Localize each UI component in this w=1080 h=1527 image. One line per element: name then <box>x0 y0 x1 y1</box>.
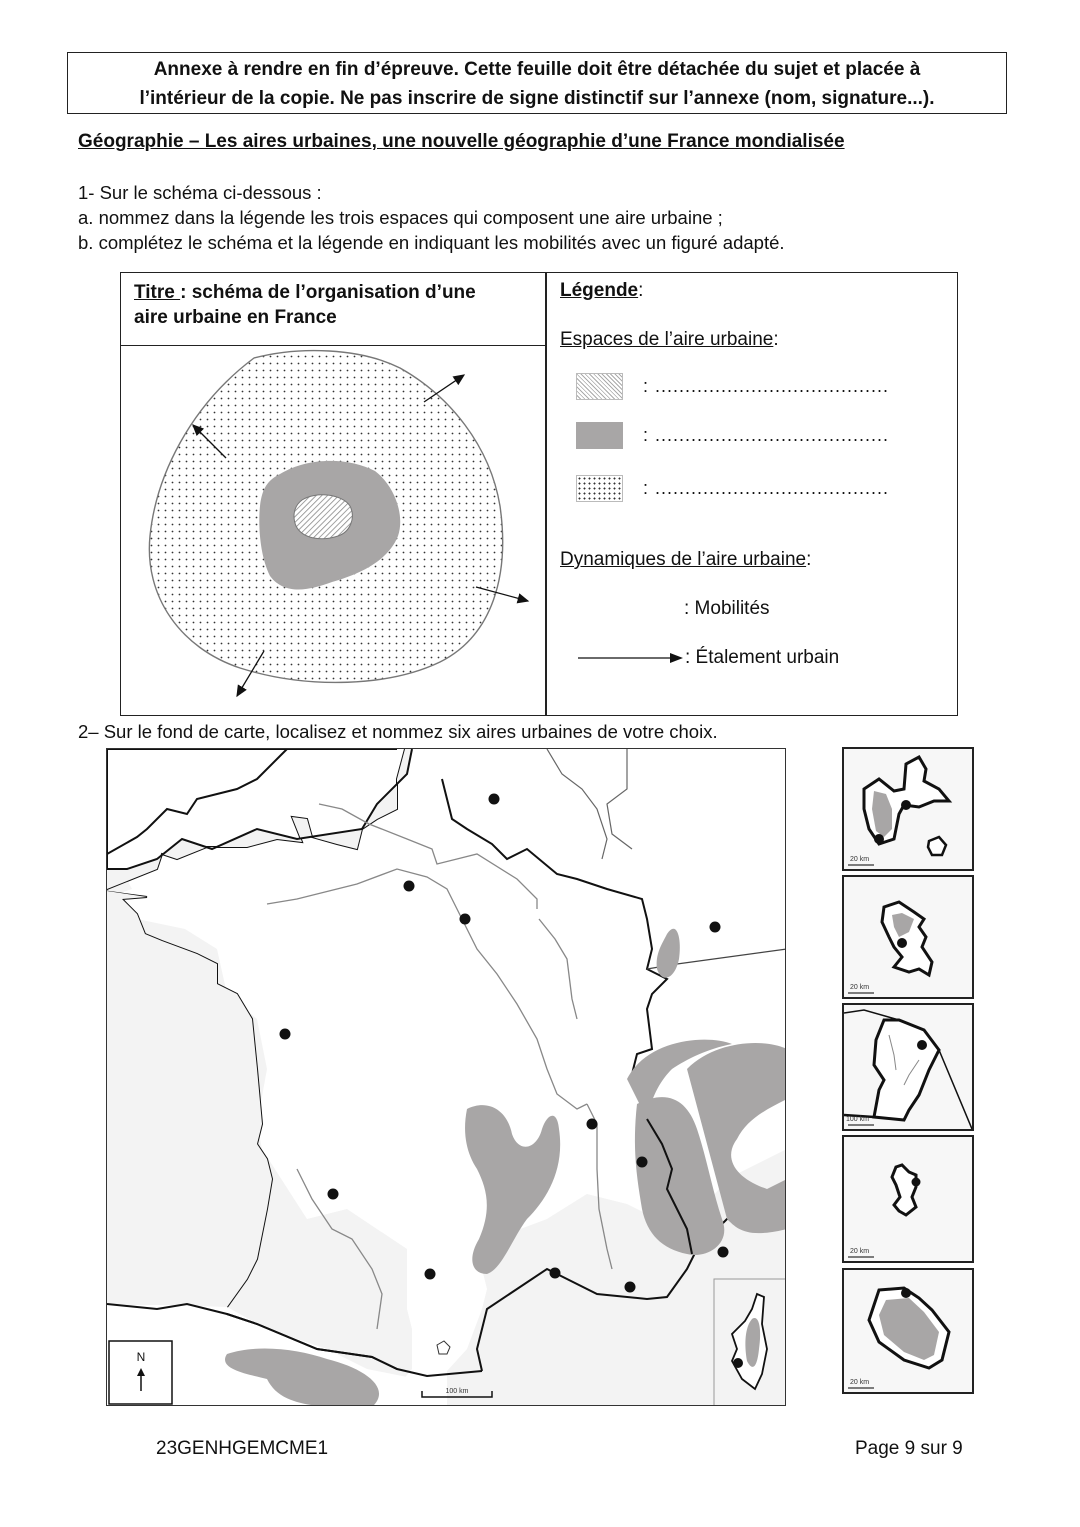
france-map-drawing[interactable] <box>107 749 786 1406</box>
legend-item-mobility[interactable] <box>684 598 770 620</box>
city-dot-montpellier <box>550 1268 561 1279</box>
title-label: Titre <box>134 282 181 303</box>
gray-swatch-icon <box>576 422 623 449</box>
question-1-b: b. complétez le schéma et la légende en indiquant les mobilités avec un figuré adapté. <box>78 232 785 253</box>
svg-text:20 km: 20 km <box>850 984 870 991</box>
hatched-swatch-icon <box>576 373 623 400</box>
mobility-label: : Mobilités <box>684 598 770 619</box>
legend-item-suburbs[interactable] <box>560 422 889 449</box>
svg-text:20 km: 20 km <box>850 1379 870 1386</box>
question-1-intro: 1- Sur le schéma ci-dessous : <box>78 182 322 203</box>
schema-title <box>120 272 547 346</box>
inset-reunion[interactable] <box>842 1268 974 1394</box>
sprawl-label: : Étalement urbain <box>685 647 840 668</box>
france-base-map[interactable] <box>106 748 786 1406</box>
question-2: 2– Sur le fond de carte, localisez et nommez six aires urbaines de votre choix. <box>78 721 718 742</box>
spaces-heading-sep: : <box>773 329 779 350</box>
legend-blank-1[interactable]: : ....................................... <box>643 376 890 396</box>
arrow-right-icon <box>578 651 688 665</box>
north-label: N <box>136 1350 146 1364</box>
inset-mayotte[interactable] <box>842 1135 974 1263</box>
inset-guyane[interactable] <box>842 1003 974 1131</box>
legend-item-city-center[interactable] <box>560 373 889 400</box>
city-dot-paris <box>460 914 471 925</box>
dynamics-heading-sep: : <box>806 549 812 570</box>
legend-blank-2[interactable]: : ....................................... <box>643 425 890 445</box>
city-dot-nice <box>718 1247 729 1258</box>
title-line-2: aire urbaine en France <box>134 307 337 328</box>
section-heading: Géographie – Les aires urbaines, une nouvelle géographie d’une France mondialisée <box>78 131 845 152</box>
svg-text:20 km: 20 km <box>850 1248 870 1255</box>
inset-guadeloupe[interactable] <box>842 747 974 871</box>
title-text: : schéma de l’organisation d’une <box>180 282 476 303</box>
legend-item-periurban[interactable] <box>560 475 889 502</box>
city-dot-marseille <box>625 1282 636 1293</box>
svg-text:100 km: 100 km <box>846 1116 869 1123</box>
dynamics-heading: Dynamiques de l’aire urbaine <box>560 549 807 570</box>
page-number: Page 9 sur 9 <box>855 1438 963 1459</box>
city-dot-lyon <box>587 1119 598 1130</box>
city-dot-strasbourg <box>710 922 721 933</box>
city-dot-grenoble <box>637 1157 648 1168</box>
annex-notice <box>67 52 1007 114</box>
svg-text:20 km: 20 km <box>850 856 870 863</box>
city-dot-lille <box>489 794 500 805</box>
spaces-heading: Espaces de l’aire urbaine <box>560 329 774 350</box>
city-center-zone <box>294 495 352 539</box>
notice-line-2: l’intérieur de la copie. Ne pas inscrire de signe distinctif sur l’annexe (nom, signature...). <box>139 88 935 109</box>
question-1-a: a. nommez dans la légende les trois espaces qui composent une aire urbaine ; <box>78 207 723 228</box>
legend-heading: Légende <box>560 280 639 301</box>
city-dot-bordeaux <box>328 1189 339 1200</box>
scale-label: 100 km <box>445 1388 469 1395</box>
city-dot-nantes <box>280 1029 291 1040</box>
legend-blank-3[interactable]: : ....................................... <box>643 478 890 498</box>
city-dot-rouen <box>404 881 415 892</box>
notice-line-1: Annexe à rendre en fin d’épreuve. Cette feuille doit être détachée du sujet et placée à <box>153 59 921 80</box>
urban-area-diagram[interactable] <box>120 346 546 716</box>
legend-heading-sep: : <box>638 280 644 301</box>
dotted-swatch-icon <box>576 475 623 502</box>
exam-code: 23GENHGEMCME1 <box>156 1438 329 1459</box>
inset-martinique[interactable] <box>842 875 974 999</box>
city-dot-toulouse <box>425 1269 436 1280</box>
question-1 <box>78 180 785 255</box>
legend-item-sprawl <box>560 647 839 669</box>
city-dot-ajaccio <box>733 1358 743 1368</box>
north-arrow <box>109 1341 172 1404</box>
